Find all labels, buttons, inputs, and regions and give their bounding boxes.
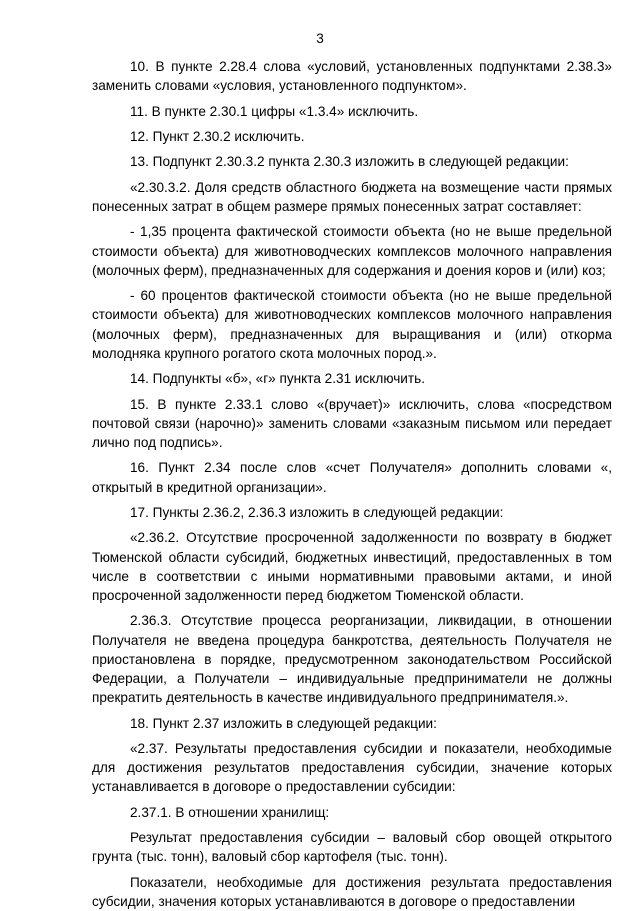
document-body: [92, 57, 612, 911]
paragraph-item-17: 17. Пункты 2.36.2, 2.36.3 изложить в следующей редакции:: [130, 504, 504, 520]
paragraph-item-12: 12. Пункт 2.30.2 исключить.: [130, 128, 305, 144]
indicators-paragraph: Показатели, необходимые для достижения результата предоставления субсидии, значения которых устанавливаются в договоре о предоставлении: [92, 874, 612, 909]
quoted-clause-2-36-3: 2.36.3. Отсутствие процесса реорганизации, ликвидации, в отношении Получателя не введена процедура банкротства, деятельность Получателя не приостановлена в порядке, предусмотренном законодательством Российской Федерации, а Получатели – индивидуальные предприниматели не должны прекратить деятельность в качестве индивидуального предпринимателя.».: [92, 613, 612, 706]
clause-2-37-1: 2.37.1. В отношении хранилищ:: [130, 804, 330, 820]
list-item-dash: - 1,35 процента фактической стоимости объекта (но не выше предельной стоимости объекта) для животноводческих комплексов молочного направления (молочных ферм), предназначенных для содержания и доения коров и (или) коз;: [92, 224, 612, 278]
paragraph-item-16: 16. Пункт 2.34 после слов «счет Получателя» дополнить словами «, открытый в кредитной организации».: [92, 460, 612, 495]
paragraph-item-10: 10. В пункте 2.28.4 слова «условий, установленных подпунктами 2.38.3» заменить словами «условия, установленного подпунктом».: [92, 59, 612, 94]
list-item-dash: - 60 процентов фактической стоимости объекта (но не выше предельной стоимости объекта) для животноводческих комплексов молочного направления (молочных ферм), предназначенных для выращивания и (или) откорма молодняка крупного рогатого скота молочных пород.».: [92, 288, 612, 361]
paragraph-item-15: 15. В пункте 2.33.1 слово «(вручает)» исключить, слова «посредством почтовой связи (нарочно)» заменить словами «заказным письмом или передает лично под подпись».: [92, 396, 612, 450]
paragraph-item-11: 11. В пункте 2.30.1 цифры «1.3.4» исключить.: [130, 103, 419, 119]
page-number: 3: [316, 31, 324, 46]
result-paragraph: Результат предоставления субсидии – валовый сбор овощей открытого грунта (тыс. тонн), валовый сбор картофеля (тыс. тонн).: [92, 830, 612, 865]
paragraph-item-14: 14. Подпункты «б», «г» пункта 2.31 исключить.: [130, 371, 425, 387]
paragraph-item-18: 18. Пункт 2.37 изложить в следующей редакции:: [130, 715, 437, 731]
quoted-subclause-2-30-3-2: «2.30.3.2. Доля средств областного бюджета на возмещение части прямых понесенных затрат в общем размере прямых понесенных затрат составляет:: [92, 179, 612, 214]
quoted-clause-2-37: «2.37. Результаты предоставления субсидии и показатели, необходимые для достижения результатов предоставления субсидии, значение которых устанавливается в договоре о предоставлении субсидии:: [92, 740, 612, 795]
paragraph-item-13: 13. Подпункт 2.30.3.2 пункта 2.30.3 изложить в следующей редакции:: [130, 154, 569, 170]
quoted-clause-2-36-2: «2.36.2. Отсутствие просроченной задолженности по возврату в бюджет Тюменской области субсидий, бюджетных инвестиций, предоставленных в том числе в соответствии с иными нормативными правовыми актами, и иной просроченной задолженности перед бюджетом Тюменской области.: [92, 530, 612, 603]
